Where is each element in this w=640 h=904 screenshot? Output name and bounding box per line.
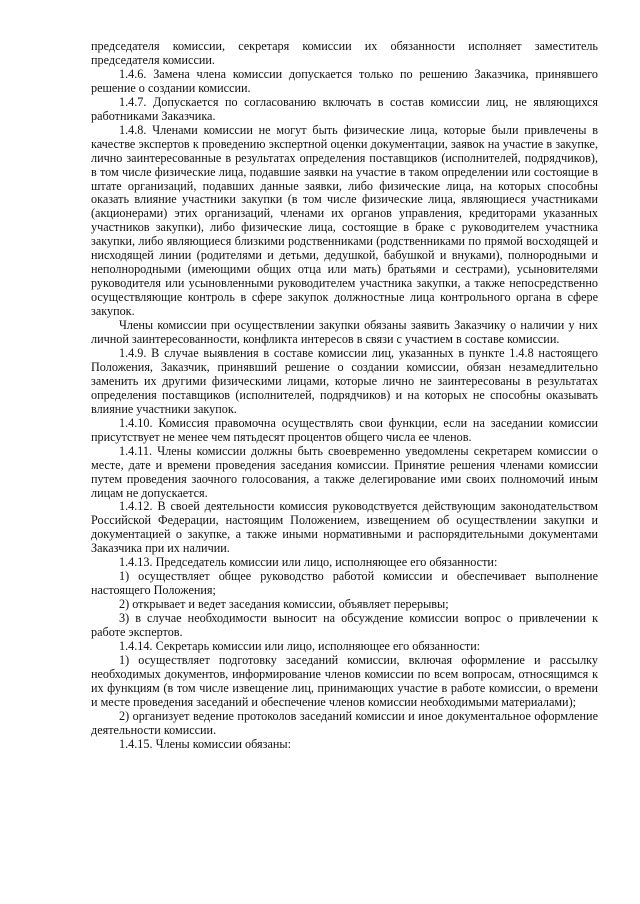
list-item-secretary-1: 1) осуществляет подготовку заседаний комиссии, включая оформление и рассылку необходимых документов, информирование членов комиссии по всем вопросам, относящимся к их функциям (в том числе извещение лиц, принимающих участие в работе комиссии, о времени и месте проведения заседаний и обеспечение членов комиссии необходимыми материалами); [91,652,598,709]
paragraph-1-4-13: 1.4.13. Председатель комиссии или лицо, исполняющее его обязанности: [119,555,498,570]
paragraph-1-4-6: 1.4.6. Замена члена комиссии допускается только по решению Заказчика, принявшего решение о создании комиссии. [91,66,598,95]
list-item-chairman-2: 2) открывает и ведет заседания комиссии, объявляет перерывы; [119,597,449,612]
paragraph-conflict-of-interest: Члены комиссии при осуществлении закупки обязаны заявить Заказчику о наличии у них личной заинтересованности, конфликта интересов в связи с участием в составе комиссии. [91,318,598,347]
paragraph-1-4-11: 1.4.11. Члены комиссии должны быть своевременно уведомлены секретарем комиссии о месте, дате и времени проведения заседания комиссии. Принятие решения членами комиссии путем проведения заочного голосования, а также делегирование ими своих полномочий иным лицам не допускается. [91,443,598,500]
list-item-chairman-3: 3) в случае необходимости выносит на обсуждение комиссии вопрос о привлечении к работе экспертов. [91,611,598,640]
paragraph-continuation: председателя комиссии, секретаря комиссии их обязанности исполняет заместитель председателя комиссии. [91,39,598,67]
paragraph-1-4-10: 1.4.10. Комиссия правомочна осуществлять свои функции, если на заседании комиссии присутствует не менее чем пятьдесят процентов общего числа ее членов. [91,415,598,444]
paragraph-1-4-9: 1.4.9. В случае выявления в составе комиссии лиц, указанных в пункте 1.4.8 настоящего Положения, Заказчик, принявший решение о создании комиссии, обязан незамедлительно заменить их другими физическими лицами, которые лично не заинтересованы в результатах определения поставщиков (исполнителей, подрядчиков) и на которых не способны оказывать влияние участники закупок. [91,345,598,416]
paragraph-1-4-8: 1.4.8. Членами комиссии не могут быть физические лица, которые были привлечены в качестве экспертов к проведению экспертной оценки документации, заявок на участие в закупке, лично заинтересованные в результатах определения поставщиков (исполнителей, подрядчиков), в том числе физические лица, подавшие заявки на участие в таком определении или состоящие в штате организаций, подавших данные заявки, либо физические лица, на которых способны оказать влияние участники закупки (в том числе физические лица, являющиеся участниками (акционерами) этих организаций, членами их органов управления, кредиторами указанных участников закупки), либо физические лица, состоящие в браке с руководителем участника закупки, либо являющиеся близкими родственниками (родственниками по прямой восходящей и нисходящей линии (родителями и детьми, дедушкой, бабушкой и внуками), полнородными и неполнородными (имеющими общих отца или мать) братьями и сестрами), усыновителями руководителя или усыновленными руководителем участника закупки, а также непосредственно осуществляющие контроль в сфере закупок должностные лица контрольного органа в сфере закупок. [91,122,598,319]
paragraph-1-4-7: 1.4.7. Допускается по согласованию включать в состав комиссии лиц, не являющихся работниками Заказчика. [91,94,598,123]
paragraph-1-4-12: 1.4.12. В своей деятельности комиссия руководствуется действующим законодательством Российской Федерации, настоящим Положением, извещением об осуществлении закупки и документацией о закупке, а также иными нормативными и распорядительными документами Заказчика при их наличии. [91,499,598,556]
paragraph-1-4-15: 1.4.15. Члены комиссии обязаны: [119,736,291,751]
list-item-secretary-2: 2) организует ведение протоколов заседаний комиссии и иное документальное оформление деятельности комиссии. [91,708,598,737]
paragraph-1-4-14: 1.4.14. Секретарь комиссии или лицо, исполняющее его обязанности: [119,638,481,653]
list-item-chairman-1: 1) осуществляет общее руководство работой комиссии и обеспечивает выполнение настоящего Положения; [91,569,598,598]
document-page [91,40,598,752]
